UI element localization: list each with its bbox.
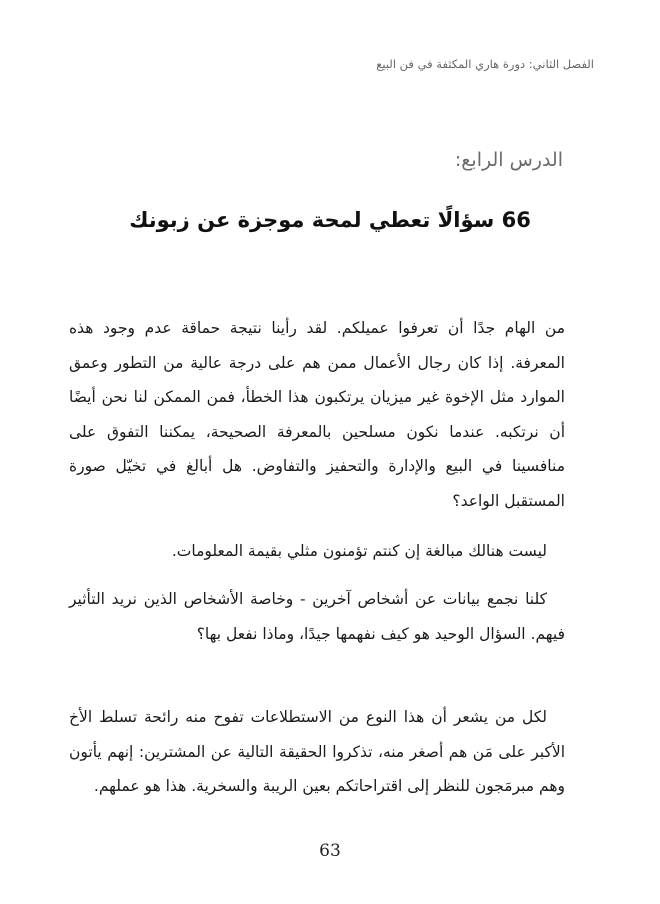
paragraph: ليست هنالك مبالغة إن كنتم تؤمنون مثلي بقيمة المعلومات.	[171, 542, 547, 560]
paragraph: لكل من يشعر أن هذا النوع من الاستطلاعات تفوح منه رائحة تسلط الأخ الأكبر على مَن هم أصغر منه، تذكروا الحقيقة التالية عن المشترين: إنهم يأتون وهم مبرمَجون للنظر إلى اقتراحاتكم بعين الريبة والسخرية. هذا هو عملهم.	[69, 708, 565, 795]
lesson-label: الدرس الرابع:	[454, 149, 563, 171]
paragraph: كلنا نجمع بيانات عن أشخاص آخرين - وخاصة الأشخاص الذين نريد التأثير فيهم. السؤال الوحيد هو كيف نفهمها جيدًا، وماذا نفعل بها؟	[69, 590, 565, 643]
paragraph: من الهام جدًا أن تعرفوا عميلكم. لقد رأينا نتيجة حماقة عدم وجود هذه المعرفة. إذا كان رجال الأعمال ممن هم على درجة عالية من التطور وعمق الموارد مثل الإخوة غير ميزيان يرتكبون هذا الخطأ، فمن الممكن لنا نحن أيضًا أن نرتكبه. عندما نكون مسلحين بالمعرفة الصحيحة، يمكننا التفوق على منافسينا في البيع والإدارة والتحفيز والتفاوض. هل أبالغ في تخيّل صورة المستقبل الواعد؟	[69, 319, 565, 510]
running-header: الفصل الثاني: دورة هاري المكثفة في فن البيع	[376, 57, 594, 71]
page-number: 63	[319, 841, 341, 861]
chapter-title: 66 سؤالًا تعطي لمحة موجزة عن زبونك	[129, 208, 531, 232]
